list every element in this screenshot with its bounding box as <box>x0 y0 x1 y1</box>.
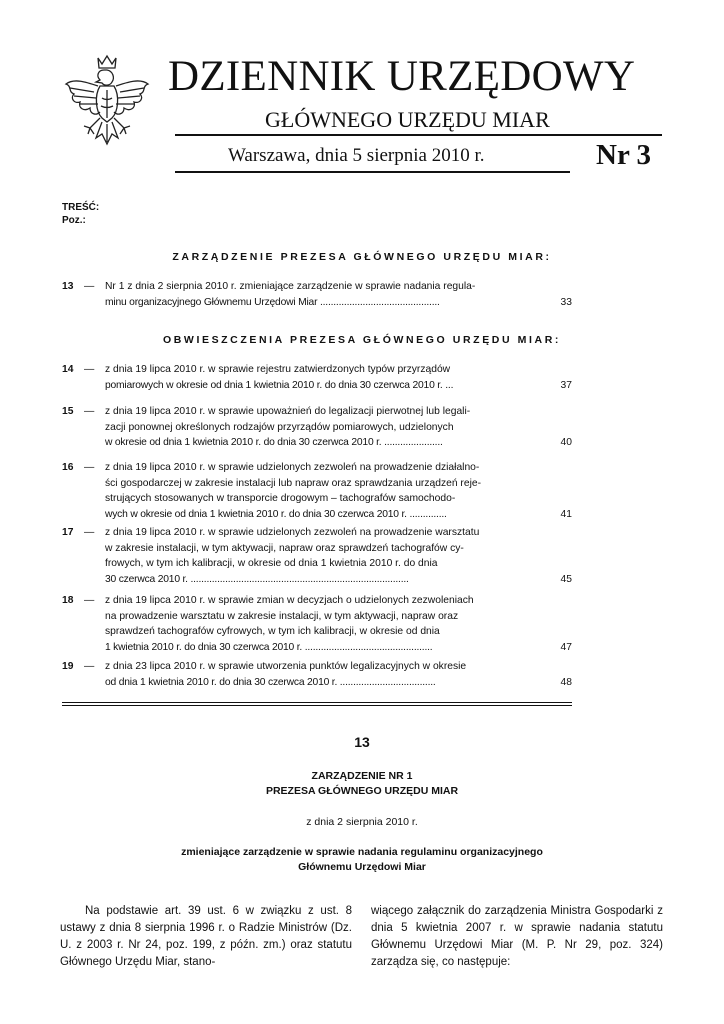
entry-line: minu organizacyjnego Głównemu Urzędowi Miar ............................................. <box>105 296 440 308</box>
toc-section-heading-orders: ZARZĄDZENIE PREZESA GŁÓWNEGO URZĘDU MIAR: <box>172 251 552 263</box>
entry-text <box>105 659 548 690</box>
act-title: ZARZĄDZENIE NR 1 <box>311 770 413 782</box>
entry-page: 45 <box>560 573 572 585</box>
entry-page: 33 <box>560 296 572 308</box>
entry-line: 1 kwietnia 2010 r. do dnia 30 czerwca 2010 r. ................................................ <box>105 641 433 653</box>
entry-page: 41 <box>560 508 572 520</box>
entry-number: 13 <box>62 281 74 292</box>
act-subject-continued: Głównemu Urzędowi Miar <box>298 861 426 873</box>
entry-page: 37 <box>560 379 572 391</box>
entry-line: z dnia 19 lipca 2010 r. w sprawie rejestru zatwierdzonych typów przyrządów <box>105 364 451 375</box>
toc-label: TREŚĆ: <box>62 202 100 213</box>
journal-title: DZIENNIK URZĘDOWY <box>168 53 636 100</box>
body-column-left: Na podstawie art. 39 ust. 6 w związku z ust. 8 ustawy z dnia 8 sierpnia 1996 r. o Radzie Ministrów (Dz. U. z 2003 r. Nr 24, poz. 199, z późn. zm.) oraz statutu Głównego Urzędu Miar, stano- <box>60 905 352 968</box>
date-rule <box>175 171 570 173</box>
entry-number: 15 <box>62 406 74 417</box>
entry-dash: — <box>84 364 95 375</box>
entry-text <box>105 404 548 451</box>
masthead-rule <box>175 134 662 136</box>
entry-line: zacji ponownej określonych rodzajów przyrządów pomiarowych, udzielonych <box>105 421 454 433</box>
entry-line: ści gospodarczej w zakresie instalacji lub napraw oraz sprawdzania urządzeń reje- <box>105 477 482 489</box>
entry-number: 16 <box>62 462 74 473</box>
entry-dash: — <box>84 527 95 538</box>
issue-number: Nr 3 <box>596 139 652 171</box>
entry-line: od dnia 1 kwietnia 2010 r. do dnia 30 czerwca 2010 r. .................................... <box>105 676 436 688</box>
entry-line: strujących stosowanych w transporcie drogowym – tachografów samochodo- <box>105 493 456 504</box>
act-date: z dnia 2 sierpnia 2010 r. <box>306 816 418 828</box>
entry-line: sprawdzeń tachografów cyfrowych, w tym ich kalibracji, w okresie od dnia <box>105 626 440 637</box>
entry-dash: — <box>84 462 95 473</box>
entry-dash: — <box>84 595 95 606</box>
body-column-right: wiącego załącznik do zarządzenia Ministra Gospodarki z dnia 5 kwietnia 2007 r. w sprawie nadania statutu Głównemu Urzędowi Miar (M. P. Nr 29, poz. 324) zarządza się, co następuje: <box>371 905 663 968</box>
entry-line: w okresie od dnia 1 kwietnia 2010 r. do dnia 30 czerwca 2010 r. ...................... <box>105 437 443 448</box>
act-issuer: PREZESA GŁÓWNEGO URZĘDU MIAR <box>265 785 459 797</box>
toc-entry[interactable] <box>62 659 572 691</box>
entry-dash: — <box>84 406 95 417</box>
toc-entry[interactable] <box>62 593 572 656</box>
entry-line: z dnia 19 lipca 2010 r. w sprawie udzielonych zezwoleń na prowadzenie warsztatu <box>105 527 480 538</box>
entry-line: frowych, w tym ich kalibracji, w okresie od dnia 1 kwietnia 2010 r. do dnia <box>105 558 438 569</box>
entry-line: z dnia 19 lipca 2010 r. w sprawie udzielonych zezwoleń na prowadzenie działalno- <box>105 462 480 473</box>
toc-entry[interactable] <box>62 362 572 394</box>
entry-dash: — <box>84 661 95 672</box>
poz-label: Poz.: <box>62 215 86 226</box>
entry-page: 48 <box>560 676 572 688</box>
entry-line: w zakresie instalacji, w tym aktywacji, napraw oraz sprawdzeń tachografów cy- <box>105 542 464 554</box>
entry-line: z dnia 19 lipca 2010 r. w sprawie upoważnień do legalizacji pierwotnej lub legali- <box>105 406 471 417</box>
toc-entry[interactable] <box>62 279 572 311</box>
act-position-number: 13 <box>354 734 370 750</box>
entry-text <box>105 525 548 587</box>
section-divider <box>62 705 572 706</box>
entry-page: 47 <box>560 641 572 653</box>
entry-text <box>105 460 548 522</box>
section-divider <box>62 702 572 703</box>
toc-entry[interactable] <box>62 460 572 523</box>
entry-text <box>105 362 548 393</box>
entry-number: 14 <box>62 364 74 375</box>
entry-line: na prowadzenie warsztatu w zakresie instalacji, w tym aktywacji, napraw oraz <box>105 610 459 622</box>
entry-text <box>105 279 548 310</box>
entry-page: 40 <box>560 437 572 448</box>
entry-line: z dnia 23 lipca 2010 r. w sprawie utworzenia punktów legalizacyjnych w okresie <box>105 661 467 672</box>
entry-number: 18 <box>62 595 74 606</box>
entry-number: 17 <box>62 527 74 538</box>
act-subject: zmieniające zarządzenie w sprawie nadania regulaminu organizacyjnego <box>181 846 543 858</box>
entry-line: 30 czerwca 2010 r. .................................................................................. <box>105 573 409 585</box>
entry-text <box>105 593 548 655</box>
entry-line: Nr 1 z dnia 2 sierpnia 2010 r. zmieniające zarządzenie w sprawie nadania regula- <box>105 281 476 292</box>
entry-dash: — <box>84 281 95 292</box>
entry-line: pomiarowych w okresie od dnia 1 kwietnia 2010 r. do dnia 30 czerwca 2010 r. ... <box>105 379 454 391</box>
toc-entry[interactable] <box>62 404 572 452</box>
toc-entry[interactable] <box>62 525 572 588</box>
journal-subtitle: GŁÓWNEGO URZĘDU MIAR <box>265 107 550 132</box>
state-emblem-eagle-icon <box>60 52 155 157</box>
entry-number: 19 <box>62 661 74 672</box>
entry-line: z dnia 19 lipca 2010 r. w sprawie zmian w decyzjach o udzielonych zezwoleniach <box>105 595 474 606</box>
issue-date: Warszawa, dnia 5 sierpnia 2010 r. <box>228 145 485 166</box>
toc-section-heading-notices: OBWIESZCZENIA PREZESA GŁÓWNEGO URZĘDU MIAR: <box>162 334 562 346</box>
entry-line: wych w okresie od dnia 1 kwietnia 2010 r. do dnia 30 czerwca 2010 r. .............. <box>105 508 447 520</box>
